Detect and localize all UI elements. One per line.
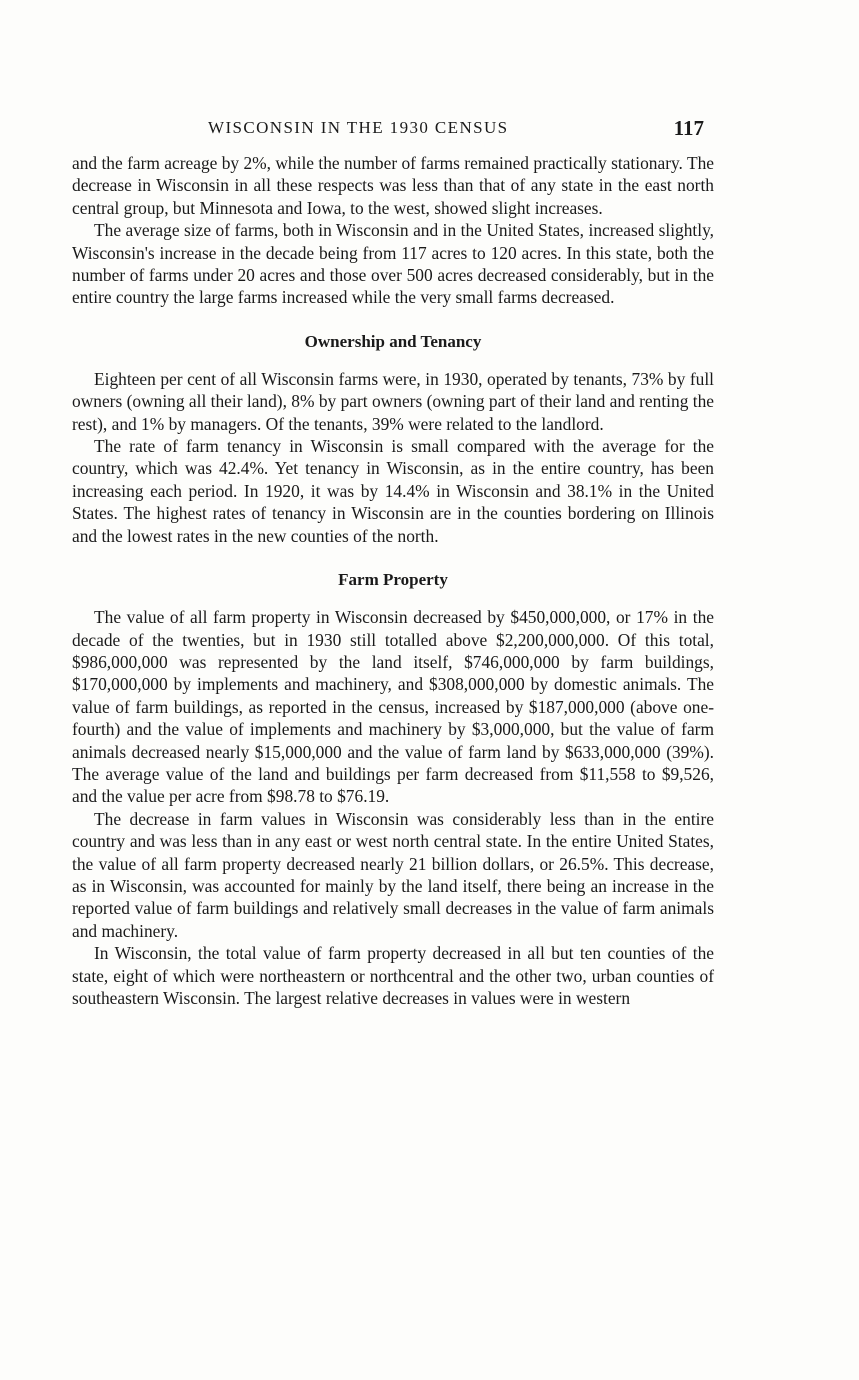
page-number: 117 — [673, 116, 704, 140]
running-title: WISCONSIN IN THE 1930 CENSUS — [208, 118, 509, 137]
running-header — [72, 112, 714, 152]
paragraph-farm-size: The average size of farms, both in Wisconsin and in the United States, increased slightly, Wisconsin's increase in the decade being from 117 acres to 120 acres. In this state, both the number of farms under 20 acres and those over 500 acres decreased considerably, but in the entire country the large farms increased while the very small farms decreased. — [72, 220, 714, 308]
paragraph-tenancy-rate: The rate of farm tenancy in Wisconsin is small compared with the average for the country, which was 42.4%. Yet tenancy in Wisconsin, as in the entire country, has been increasing each period. In 1920, it was by 14.4% in Wisconsin and 38.1% in the United States. The highest rates of tenancy in Wisconsin are in the counties bordering on Illinois and the lowest rates in the new counties of the north. — [72, 436, 714, 546]
book-page — [72, 112, 714, 1009]
section-heading-farm-property: Farm Property — [338, 570, 448, 590]
paragraph-value-decrease: The decrease in farm values in Wisconsin was considerably less than in the entire country and was less than in any east or west north central state. In the entire United States, the value of all farm property decreased nearly 21 billion dollars, or 26.5%. This decrease, as in Wisconsin, was accounted for mainly by the land itself, there being an increase in the reported value of farm buildings and relatively small decreases in the value of farm animals and machinery. — [72, 808, 714, 941]
paragraph-continuation: and the farm acreage by 2%, while the number of farms remained practically stationary. The decrease in Wisconsin in all these respects was less than that of any state in the east north central group, but Minnesota and Iowa, to the west, showed slight increases. — [72, 153, 714, 218]
paragraph-tenancy-shares: Eighteen per cent of all Wisconsin farms were, in 1930, operated by tenants, 73% by full owners (owning all their land), 8% by part owners (owning part of their land and renting the rest), and 1% by managers. Of the tenants, 39% were related to the landlord. — [72, 368, 714, 434]
paragraph-property-values: The value of all farm property in Wisconsin decreased by $450,000,000, or 17% in the decade of the twenties, but in 1930 still totalled above $2,200,000,000. Of this total, $986,000,000 was represented by the land itself, $746,000,000 by farm buildings, $170,000,000 by implements and machinery, and $308,000,000 by domestic animals. The value of farm buildings, as reported in the census, increased by $187,000,000 (above one-fourth) and the value of implements and machinery by $3,000,000, but the value of farm animals decreased nearly $15,000,000 and the value of farm land by $633,000,000 (39%). The average value of the land and buildings per farm decreased from $11,558 to $9,526, and the value per acre from $98.78 to $76.19. — [72, 607, 714, 807]
section-heading-ownership: Ownership and Tenancy — [304, 331, 482, 351]
paragraph-county-values: In Wisconsin, the total value of farm property decreased in all but ten counties of the state, eight of which were northeastern or northcentral and the other two, urban counties of southeastern Wisconsin. The largest relative decreases in values were in western — [72, 943, 714, 1008]
